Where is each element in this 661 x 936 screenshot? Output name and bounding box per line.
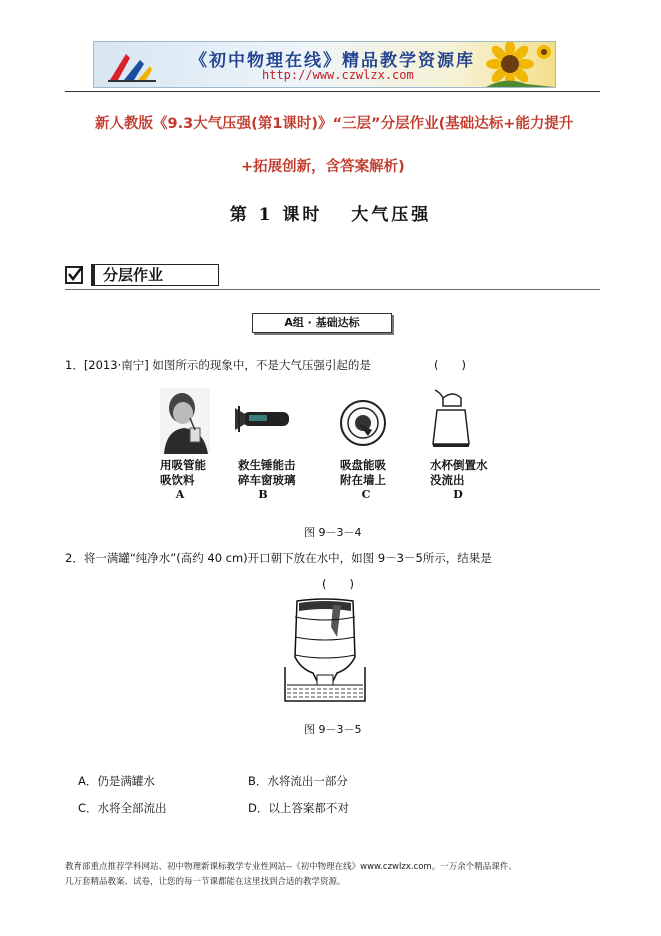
inverted-water-bottle-diagram [283, 597, 367, 705]
option-b-letter: B [258, 488, 268, 501]
figure-9-3-5-caption: 图 9－3－5 [304, 723, 362, 736]
option-a-line-2: 吸饮料 [160, 473, 195, 487]
option-d-letter: D [453, 488, 463, 501]
option-a-caption [160, 458, 206, 488]
option-d-line-1: 水杯倒置水 [430, 458, 488, 472]
page-footer [65, 860, 605, 890]
q2-option-c: C．水将全部流出 [78, 801, 167, 815]
checkbox-icon [65, 266, 83, 284]
document-title-line-1: 新人教版《9.3大气压强(第1课时)》“三层”分层作业(基础达标+能力提升 [95, 116, 574, 132]
q2-option-d: D．以上答案都不对 [248, 801, 349, 815]
footer-line-1: 教育部重点推荐学科网站、初中物理新课标教学专业性网站--《初中物理在线》www.czwlzx.com。一万余个精品课件、 [65, 862, 517, 872]
document-title-line-2: +拓展创新，含答案解析) [241, 159, 405, 175]
section-label: 分层作业 [91, 264, 219, 286]
section-rule [65, 289, 600, 290]
banner-title: 《初中物理在线》精品教学资源库 [190, 51, 475, 71]
question-2-answer-blank: ( ) [322, 577, 354, 591]
section-header [65, 264, 220, 288]
option-d-caption [430, 458, 488, 488]
inverted-cup-image [425, 388, 475, 454]
option-a-line-1: 用吸管能 [160, 458, 206, 472]
option-c-caption [340, 458, 386, 488]
question-1-text: 1．[2013·南宁] 如图所示的现象中，不是大气压强引起的是 [65, 358, 371, 372]
option-b-line-1: 救生锤能击 [238, 458, 296, 472]
q2-option-b: B．水将流出一部分 [248, 774, 348, 788]
safety-hammer-image [233, 404, 293, 434]
q2-option-a: A．仍是满罐水 [78, 774, 155, 788]
group-tag: A组 · 基础达标 [252, 313, 392, 333]
site-logo-icon [104, 46, 164, 84]
boy-drinking-straw-image [160, 388, 210, 454]
sunflower-icon [486, 42, 554, 87]
header-rule [65, 91, 600, 92]
option-d-line-2: 没流出 [430, 473, 465, 487]
header-banner [93, 41, 556, 88]
lesson-subtitle: 第 1 课时 大气压强 [229, 205, 432, 225]
option-c-line-2: 附在墙上 [340, 473, 386, 487]
question-1-answer-blank: ( ) [434, 358, 466, 372]
option-a-letter: A [175, 488, 185, 501]
figure-9-3-4-caption: 图 9－3－4 [304, 526, 362, 539]
option-b-caption [238, 458, 296, 488]
question-2-text: 2．将一满罐“纯净水”(高约 40 cm)开口朝下放在水中，如图 9－3－5所示，结果是 [65, 551, 492, 565]
suction-cup-image [338, 398, 388, 448]
option-c-letter: C [361, 488, 371, 501]
option-b-line-2: 碎车窗玻璃 [238, 473, 296, 487]
footer-line-2: 几万套精品教案、试卷，让您的每一节课都能在这里找到合适的教学资源。 [65, 877, 346, 887]
option-c-line-1: 吸盘能吸 [340, 458, 386, 472]
banner-url[interactable]: http://www.czwlzx.com [262, 68, 414, 82]
